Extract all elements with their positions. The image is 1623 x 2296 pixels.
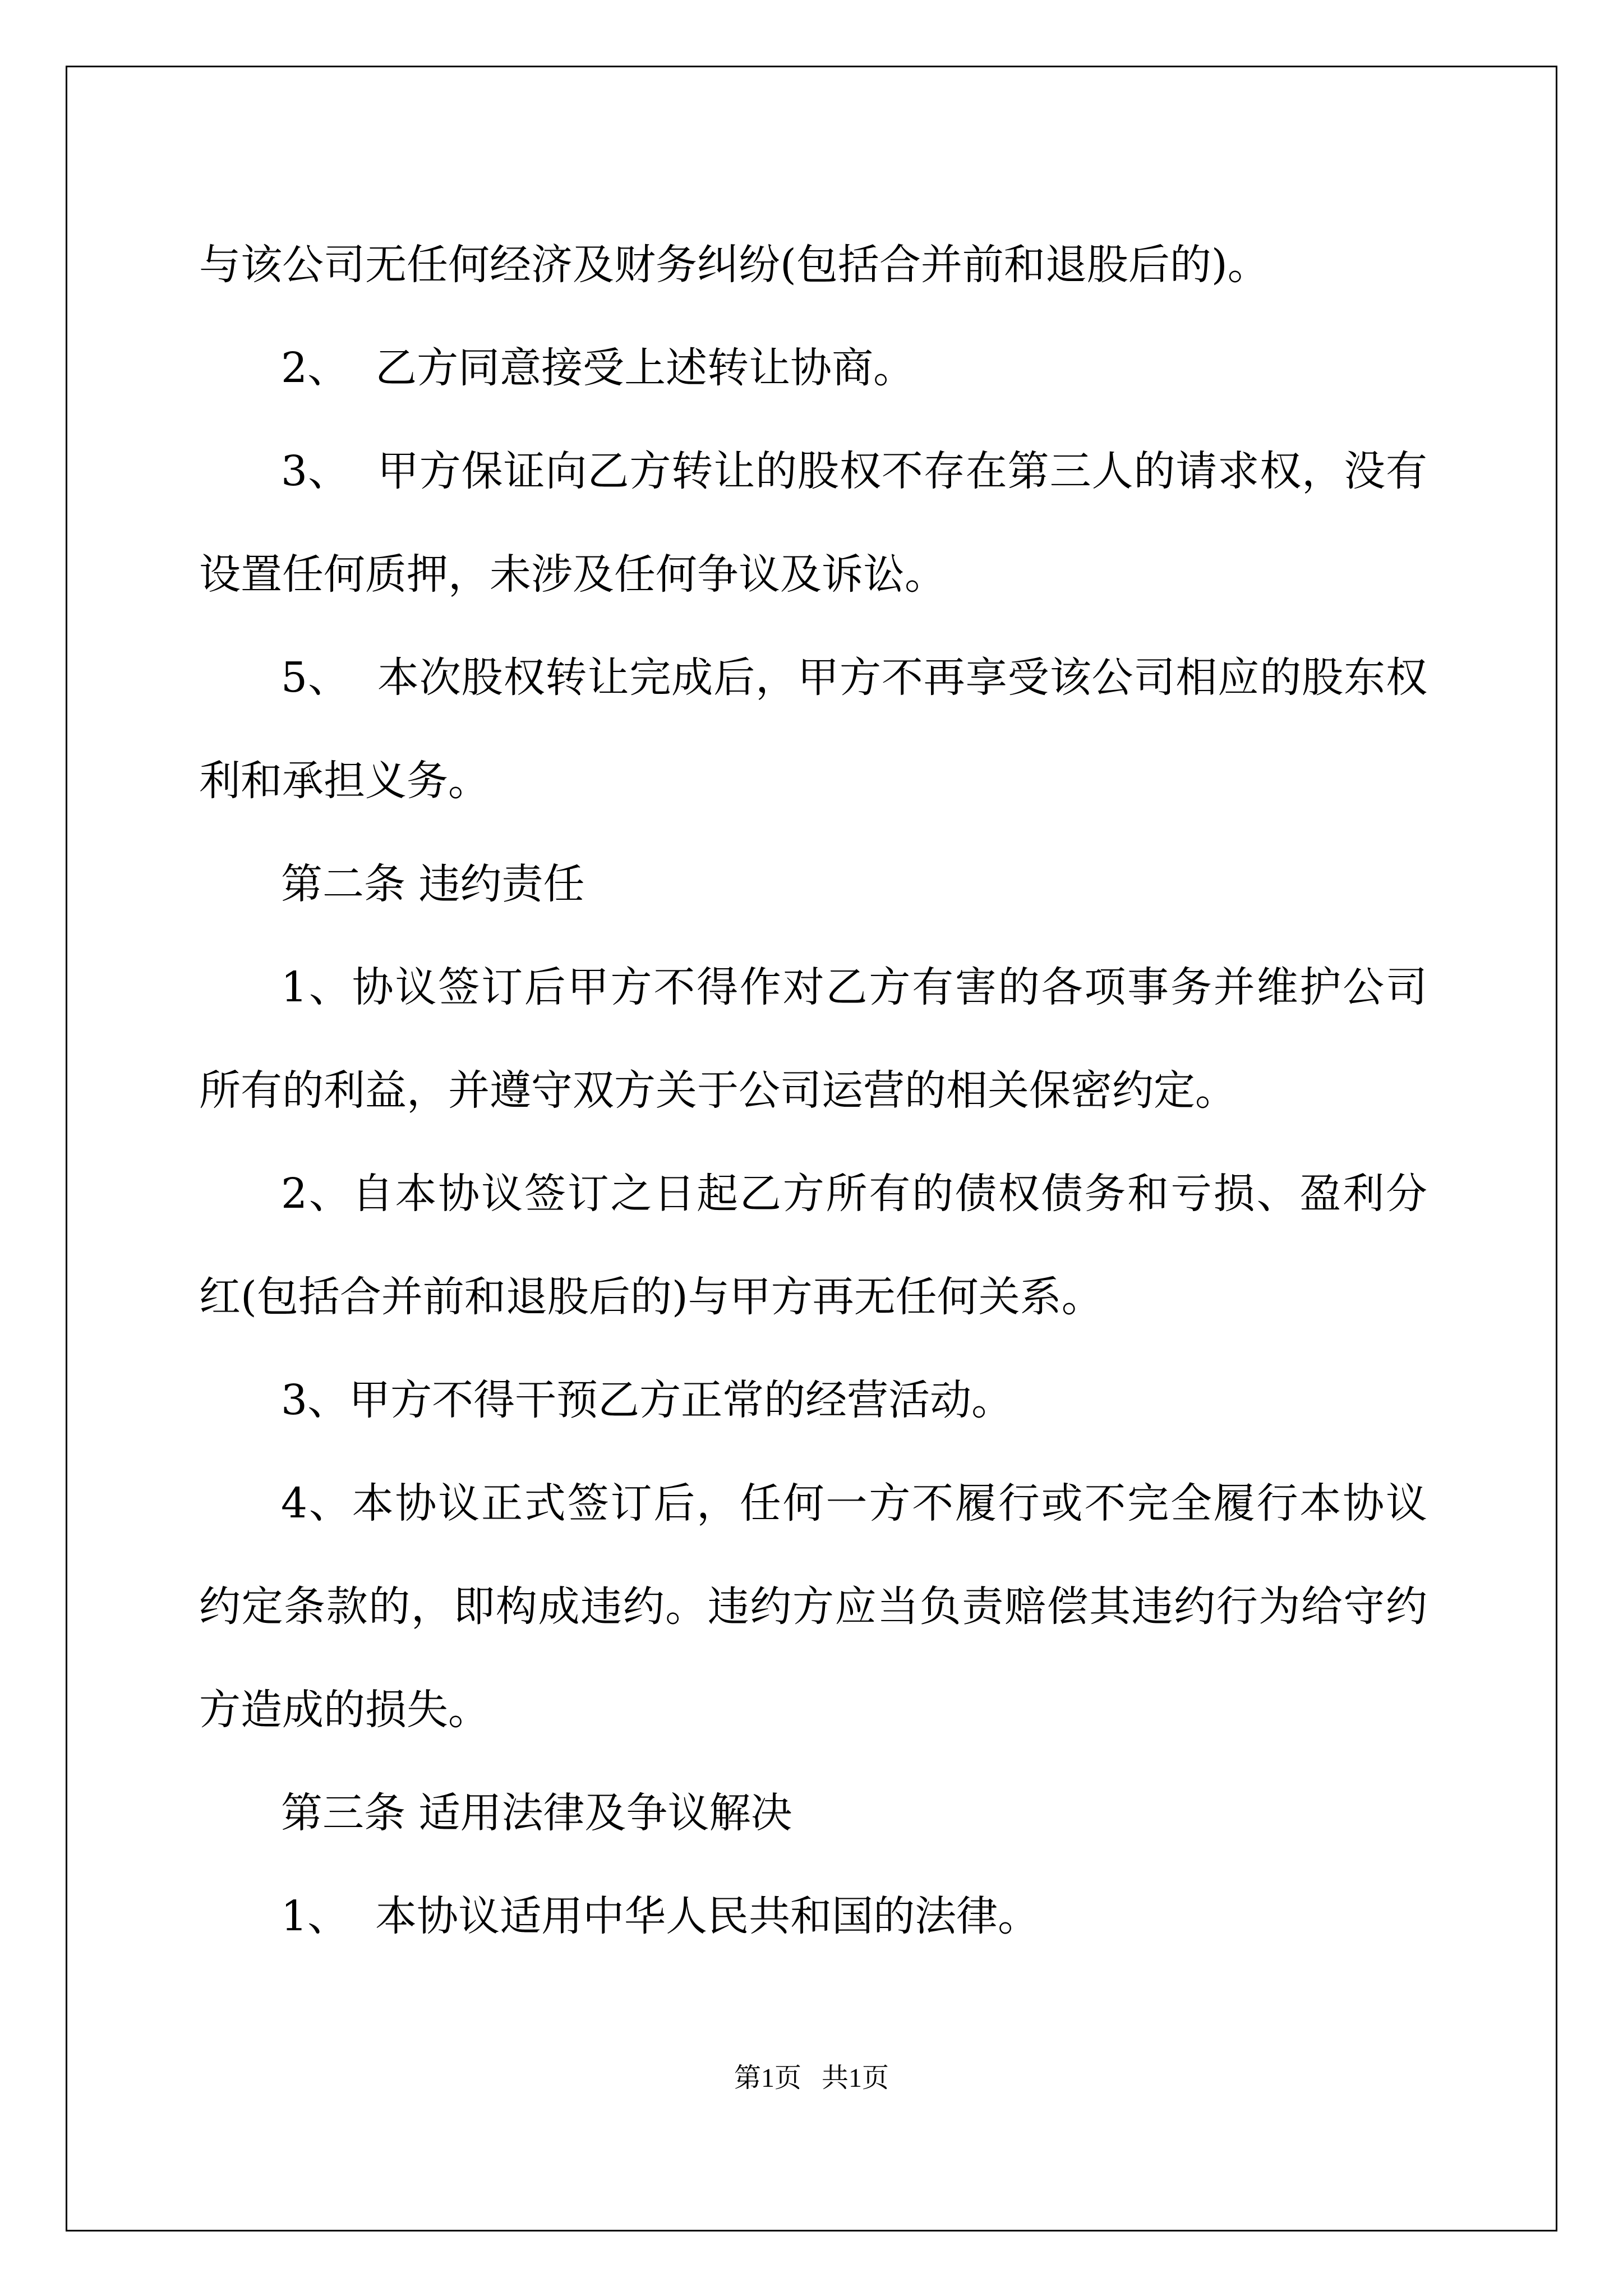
paragraph-dispute-clause-continued: 与该公司无任何经济及财务纠纷(包括合并前和退股后的)。 <box>199 241 1269 289</box>
document-body <box>199 213 1427 1968</box>
page-number-footer: 第1页 共1页 <box>734 2063 889 2093</box>
section-heading-article-3: 第三条 适用法律及争议解决 <box>281 1789 792 1837</box>
paragraph-article-2-item-1: 1、协议签订后甲方不得作对乙方有害的各项事务并维护公司所有的利益，并遵守双方关于公司运营的相关保密约定。 <box>199 963 1427 1115</box>
paragraph-item-5-rights: 5、 本次股权转让完成后，甲方不再享受该公司相应的股东权利和承担义务。 <box>199 654 1427 805</box>
paragraph-article-2-item-2: 2、自本协议签订之日起乙方所有的债权债务和亏损、盈利分红(包括合并前和退股后的)与甲方再无任何关系。 <box>199 1170 1427 1321</box>
paragraph-item-2-acceptance: 2、 乙方同意接受上述转让协商。 <box>281 344 915 392</box>
paragraph-article-2-item-4: 4、本协议正式签订后，任何一方不履行或不完全履行本协议约定条款的，即构成违约。违约方应当负责赔偿其违约行为给守约方造成的损失。 <box>199 1479 1427 1734</box>
section-heading-article-2: 第二条 违约责任 <box>281 860 585 908</box>
paragraph-article-3-item-1: 1、 本协议适用中华人民共和国的法律。 <box>281 1892 1040 1940</box>
paragraph-item-3-guarantee: 3、 甲方保证向乙方转让的股权不存在第三人的请求权，没有设置任何质押，未涉及任何争议及诉讼。 <box>199 447 1427 599</box>
paragraph-article-2-item-3: 3、甲方不得干预乙方正常的经营活动。 <box>281 1376 1013 1424</box>
